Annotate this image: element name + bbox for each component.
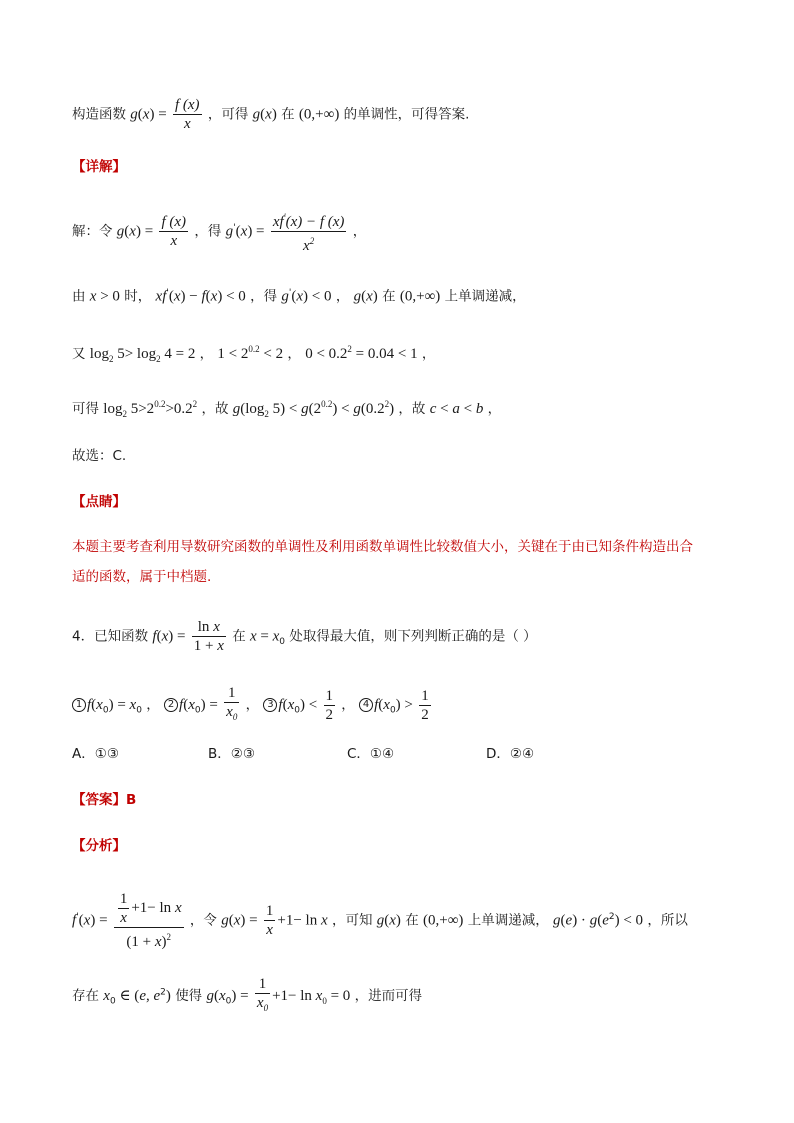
heading-fenxi: 【分析】: [72, 838, 126, 854]
line-solution: 解：令 g(x) = $\frac{f (x)}{x}$ ，得 g'(x) = $\frac{xf'(x) - f (x)}{x^2}$ ，: [72, 208, 366, 255]
choice-c: C．①④: [347, 746, 395, 762]
fraction: $\frac{1}{x_0}$: [226, 685, 238, 722]
fraction: $\frac{\text{ln x}}{1 + x}$: [193, 619, 224, 654]
fraction: $\frac{f (x)}{x}$: [174, 97, 200, 132]
fraction: $\frac{1}{2}$: [421, 687, 429, 723]
question-4: 4．已知函数 f(x) = $\frac{\text{ln x}}{1 + x}$ 在 $x = x_0$ 处取得最大值，则下列判断正确的是（ ）: [72, 619, 537, 654]
statements-line: 1 $f(x_0) = x_0$ ， 2 $f(x_0)$ = $\frac{1}{x_0}$ ， 3 $f(x_0)$ < $\frac{1}{2}$ ， 4 $f(x_0)$ > $\frac{1}{2}$: [72, 684, 433, 726]
fraction: $\frac{xf'(x) - f (x)}{x^2}$: [271, 208, 347, 255]
choice-d: D．②④: [486, 746, 535, 762]
analysis-line-2: 存在 $x_0$ ∈ (e, $e^2$) 使得 $g(x_0)$ = $\frac{1}{x_0}$ $+1- \ln x_0 = 0$ ，进而可得: [72, 975, 422, 1017]
fraction: $\frac{f (x)}{x}$: [161, 214, 187, 249]
heading-daan: 【答案】B: [72, 792, 137, 808]
analysis-line-1: f'(x) = $\frac{1}{x}$ +1− ln x $(1 + x)^2$ ，令 g(x) = $\frac{1}{x}$ +1− ln x ，可知 g(x) 在 (0,+∞) 上单调递减， $g(e) \cdot g(e^2) < 0$ ，所以: [72, 891, 688, 950]
heading-xiangjie: 【详解】: [72, 159, 126, 175]
choice-a: A．①③: [72, 746, 119, 762]
line-compare: 又 $\log_2 5> \log_2 4 = 2$ ， $1 < 2^{0.2} < 2$ ， $0 < 0.2^2 = 0.04 < 1$ ，: [72, 344, 436, 364]
line-answer-choice: 故选：C.: [72, 448, 127, 464]
line-construct: 构造函数 g(x) = $\frac{f (x)}{x}$ ，可得 g(x) 在 (0,+∞) 的单调性，可得答案.: [72, 97, 470, 132]
heading-dianjing: 【点睛】: [72, 494, 126, 510]
choice-b: B．②③: [208, 746, 255, 762]
comment-line-1: 本题主要考查利用导数研究函数的单调性及利用函数单调性比较数值大小，关键在于由已知条件构造出合: [72, 539, 693, 555]
fraction: $\frac{1}{2}$: [325, 687, 333, 723]
line-conclude: 可得 $\log_2 5>2^{0.2}>0.2^2$ ，故 $g(\log_2$ $5) < g(2^{0.2}) < g(0.2^2)$ ，故 c < a < b ，: [72, 399, 502, 419]
math-g-def: g: [130, 106, 138, 123]
comment-line-2: 适的函数，属于中档题.: [72, 569, 212, 585]
fraction: $\frac{1}{x}$: [265, 903, 274, 938]
fraction: $\frac{1}{x_0}$: [256, 976, 269, 1013]
fraction: $\frac{1}{x}$ +1− ln x $(1 + x)^2$: [114, 890, 184, 951]
line-monotonic: 由 x > 0 时， xf'(x) − f(x) < 0 ，得 g'(x) < 0 ， g(x) 在 (0,+∞) 上单调递减，: [72, 288, 526, 305]
